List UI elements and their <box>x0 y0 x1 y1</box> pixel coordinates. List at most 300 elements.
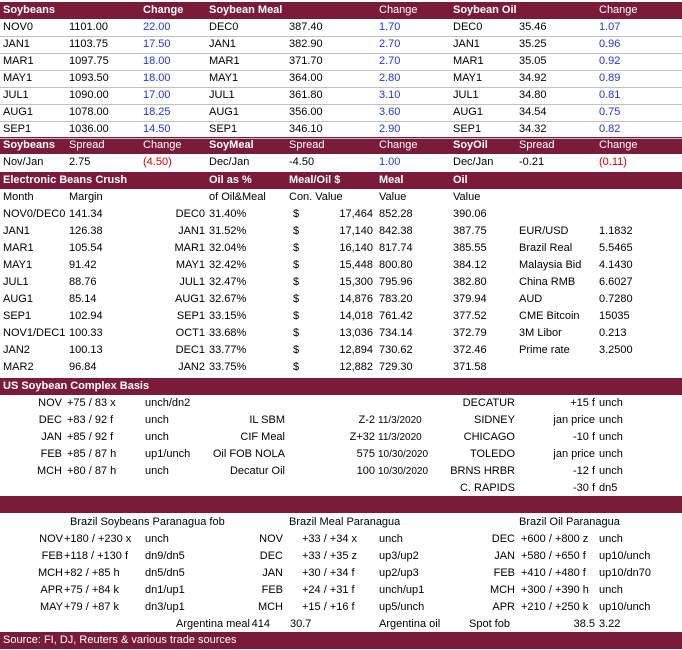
con-value-subheader: Con. Value <box>289 191 343 203</box>
futures-month: DEC0 <box>209 21 239 33</box>
soybeans-header: Soybeans <box>3 4 55 16</box>
crush-con-value: 15,448 <box>339 259 373 271</box>
basis-value: +75 / 83 x <box>67 397 116 409</box>
currency: $ <box>293 361 300 373</box>
crush-oil-pct: 33.68% <box>209 327 247 339</box>
basis-date: 11/3/2020 <box>378 432 422 443</box>
crush-con-value: 15,300 <box>339 276 373 288</box>
basis-location: Oil FOB NOLA <box>212 448 285 460</box>
basis-value: jan price <box>553 448 595 460</box>
futures-price: 1097.75 <box>69 55 109 67</box>
futures-price: 356.00 <box>289 106 323 118</box>
meal-header: Meal <box>379 174 404 186</box>
oil-pct-header: Oil as % <box>209 174 252 186</box>
brazil-oil-value: +410 / +480 f <box>521 567 586 579</box>
crush-con-value: 14,876 <box>339 293 373 305</box>
row-divider <box>0 138 682 139</box>
brazil-meal-value: +24 / +31 f <box>302 584 355 596</box>
brazil-oil-value: +600 / +800 z <box>521 533 589 545</box>
crush-meal-value: 800.80 <box>379 259 413 271</box>
spread-value: -4.50 <box>289 156 315 168</box>
spot-fob-label: Spot fob <box>469 618 510 630</box>
futures-month: DEC0 <box>453 21 483 33</box>
fx-value: 5.5465 <box>599 242 633 254</box>
futures-change: 0.81 <box>599 89 621 101</box>
futures-change: 22.00 <box>143 21 171 33</box>
brazil-meal-change: up3/up2 <box>379 550 419 562</box>
brazil-meal-month: JAN <box>262 567 283 579</box>
currency: $ <box>293 259 300 271</box>
row-divider <box>0 36 682 37</box>
basis-change: unch <box>599 414 623 426</box>
basis-location: TOLEDO <box>469 448 515 460</box>
futures-change: 3.60 <box>379 106 401 118</box>
crush-month2: AUG1 <box>175 293 205 305</box>
brazil-oil-month: FEB <box>493 567 515 579</box>
basis-location: CHICAGO <box>463 431 515 443</box>
basis-value: jan price <box>553 414 595 426</box>
currency: $ <box>293 293 300 305</box>
basis-change: unch/dn2 <box>145 397 191 409</box>
fx-label: 3M Libor <box>519 327 562 339</box>
crush-oil-value: 377.52 <box>453 310 487 322</box>
crush-oil-pct: 33.15% <box>209 310 247 322</box>
futures-month: MAR1 <box>453 55 484 67</box>
brazil-meal-change: unch/up1 <box>379 584 425 596</box>
argentina-meal-label: Argentina meal <box>176 618 250 630</box>
crush-con-value: 17,140 <box>339 225 373 237</box>
brazil-sb-change: dn9/dn5 <box>145 550 185 562</box>
basis-level: 100 <box>356 465 375 477</box>
brazil-meal-title: Brazil Meal Paranagua <box>289 516 401 528</box>
crush-con-value: 16,140 <box>339 242 373 254</box>
crush-oil-pct: 32.67% <box>209 293 247 305</box>
crush-meal-value: 734.14 <box>379 327 413 339</box>
spread-header-label: Spread <box>289 139 325 151</box>
crush-month2: OCT1 <box>175 327 205 339</box>
basis-value: +85 / 87 h <box>67 448 117 460</box>
futures-month: MAR1 <box>3 55 34 67</box>
meal-oil-header: Meal/Oil $ <box>289 174 341 186</box>
futures-price: 34.80 <box>519 89 547 101</box>
futures-month: MAY1 <box>3 72 33 84</box>
futures-header <box>0 2 682 19</box>
crush-title: Electronic Beans Crush <box>3 174 128 186</box>
futures-price: 1101.00 <box>69 21 108 33</box>
spread-soybeans-header: Soybeans <box>3 139 55 151</box>
argentina-oil-label: Argentina oil <box>379 618 441 630</box>
crush-month: JUL1 <box>3 276 29 288</box>
crush-margin: 126.38 <box>69 225 103 237</box>
spread-change: (4.50) <box>143 156 172 168</box>
basis-date: 10/30/2020 <box>378 449 429 460</box>
futures-month: AUG1 <box>3 106 33 118</box>
futures-change: 0.92 <box>599 55 621 67</box>
futures-change: 17.00 <box>143 89 171 101</box>
futures-price: 1036.00 <box>69 123 109 135</box>
futures-month: JAN1 <box>453 38 480 50</box>
futures-price: 1093.50 <box>69 72 109 84</box>
brazil-meal-value: +33 / +35 z <box>302 550 358 562</box>
spread-month: Dec/Jan <box>209 156 250 168</box>
futures-price: 1103.75 <box>69 38 108 50</box>
futures-change: 14.50 <box>143 123 171 135</box>
currency: $ <box>293 310 300 322</box>
crush-month2: MAR1 <box>174 242 205 254</box>
row-divider <box>0 70 682 71</box>
row-divider <box>0 53 682 54</box>
crush-meal-value: 817.74 <box>379 242 413 254</box>
brazil-oil-month: MCH <box>489 584 515 596</box>
brazil-oil-change: unch <box>599 533 623 545</box>
futures-price: 364.00 <box>289 72 323 84</box>
futures-change: 18.00 <box>143 55 171 67</box>
crush-meal-value: 842.38 <box>379 225 413 237</box>
crush-oil-pct: 32.47% <box>209 276 247 288</box>
basis-change: unch <box>145 465 169 477</box>
futures-month: JUL1 <box>209 89 235 101</box>
currency: $ <box>293 327 300 339</box>
basis-value: +15 f <box>570 397 595 409</box>
futures-month: MAY1 <box>209 72 239 84</box>
crush-month2: MAY1 <box>175 259 205 271</box>
basis-date: 10/30/2020 <box>378 466 429 477</box>
soymeal-header: Soybean Meal <box>209 4 283 16</box>
futures-month: SEP1 <box>453 123 482 135</box>
crush-oil-pct: 32.42% <box>209 259 247 271</box>
crush-month: MAY1 <box>3 259 33 271</box>
fx-value: 0.213 <box>599 327 627 339</box>
spread-header-label: Spread <box>69 139 105 151</box>
crush-meal-value: 730.62 <box>379 344 413 356</box>
futures-price: 346.10 <box>289 123 323 135</box>
futures-month: NOV0 <box>3 21 33 33</box>
change-header: Change <box>599 4 638 16</box>
futures-month: JUL1 <box>453 89 479 101</box>
spread-change: 1.00 <box>379 156 401 168</box>
oil-header: Oil <box>453 174 468 186</box>
futures-month: SEP1 <box>209 123 238 135</box>
currency: $ <box>293 225 300 237</box>
basis-value: +83 / 92 f <box>67 414 114 426</box>
futures-price: 371.70 <box>289 55 323 67</box>
futures-month: JAN1 <box>209 38 236 50</box>
oil-meal-subheader: of Oil&Meal <box>209 191 266 203</box>
spread-change-header: Change <box>379 139 418 151</box>
spread-header-label: Spread <box>519 139 555 151</box>
brazil-oil-change: up10/unch <box>599 550 651 562</box>
futures-change: 1.07 <box>599 21 621 33</box>
basis-value: -30 f <box>572 482 595 494</box>
crush-month2: SEP1 <box>176 310 205 322</box>
basis-title: US Soybean Complex Basis <box>3 380 150 392</box>
argentina-meal-value2: 30.7 <box>290 618 312 630</box>
brazil-oil-change: up10/unch <box>599 601 651 613</box>
spread-soymeal-header: SoyMeal <box>209 139 254 151</box>
fx-label: EUR/USD <box>519 225 569 237</box>
brazil-meal-month: FEB <box>261 584 283 596</box>
brazil-meal-month: MCH <box>257 601 283 613</box>
change-header: Change <box>379 4 418 16</box>
spread-soyoil-header: SoyOil <box>453 139 488 151</box>
currency: $ <box>293 208 300 220</box>
margin-subheader: Margin <box>69 191 103 203</box>
oil-value-subheader: Value <box>453 191 481 203</box>
fx-label: China RMB <box>519 276 576 288</box>
basis-level: 575 <box>356 448 375 460</box>
soyoil-header: Soybean Oil <box>453 4 517 16</box>
fx-value: 3.2500 <box>599 344 633 356</box>
basis-month: JAN <box>41 431 62 443</box>
crush-con-value: 14,018 <box>339 310 373 322</box>
fx-value: 1.1832 <box>599 225 633 237</box>
brazil-sb-value: +180 / +230 x <box>64 533 132 545</box>
meal-value-subheader: Value <box>379 191 407 203</box>
crush-margin: 91.42 <box>69 259 97 271</box>
futures-change: 0.82 <box>599 123 621 135</box>
crush-oil-pct: 31.40% <box>209 208 247 220</box>
row-divider <box>0 121 682 122</box>
crush-oil-pct: 33.75% <box>209 361 247 373</box>
brazil-sb-value: +79 / +87 k <box>64 601 120 613</box>
crush-margin: 102.94 <box>69 310 103 322</box>
basis-change: unch <box>599 448 623 460</box>
fx-value: 6.6027 <box>599 276 633 288</box>
futures-price: 35.25 <box>519 38 547 50</box>
basis-change: up1/unch <box>145 448 191 460</box>
basis-value: -12 f <box>572 465 595 477</box>
basis-change: unch <box>145 431 169 443</box>
fx-label: Malaysia Bid <box>519 259 582 271</box>
brazil-meal-value: +33 / +34 x <box>302 533 358 545</box>
futures-change: 0.89 <box>599 72 621 84</box>
basis-change: unch <box>599 431 623 443</box>
currency: $ <box>293 276 300 288</box>
futures-price: 1090.00 <box>69 89 109 101</box>
crush-margin: 100.33 <box>69 327 103 339</box>
brazil-sb-month: NOV <box>39 533 63 545</box>
futures-change: 1.70 <box>379 21 401 33</box>
futures-price: 387.40 <box>289 21 323 33</box>
brazil-sb-value: +118 / +130 f <box>64 550 129 562</box>
basis-level: Z-2 <box>358 414 375 426</box>
crush-oil-pct: 31.52% <box>209 225 247 237</box>
brazil-oil-value: +580 / +650 f <box>521 550 586 562</box>
crush-month: MAR2 <box>3 361 34 373</box>
brazil-soybeans-title: Brazil Soybeans Paranagua fob <box>70 516 225 528</box>
fx-label: Brazil Real <box>519 242 573 254</box>
brazil-sb-month: APR <box>40 584 63 596</box>
fx-label: CME Bitcoin <box>519 310 580 322</box>
crush-meal-value: 729.30 <box>379 361 413 373</box>
spread-month: Dec/Jan <box>453 156 494 168</box>
futures-change: 18.25 <box>143 106 171 118</box>
crush-oil-value: 384.12 <box>453 259 487 271</box>
crush-month2: DEC0 <box>175 208 205 220</box>
crush-con-value: 17,464 <box>339 208 373 220</box>
futures-price: 1078.00 <box>69 106 109 118</box>
basis-month: FEB <box>40 448 62 460</box>
basis-change: unch <box>145 414 169 426</box>
crush-meal-value: 852.28 <box>379 208 413 220</box>
futures-month: JAN1 <box>3 38 30 50</box>
basis-date: 11/3/2020 <box>378 415 422 426</box>
crush-month: SEP1 <box>3 310 32 322</box>
futures-month: AUG1 <box>209 106 239 118</box>
futures-change: 2.70 <box>379 55 401 67</box>
basis-month: DEC <box>38 414 62 426</box>
brazil-oil-change: up10/dn70 <box>599 567 651 579</box>
crush-month: NOV0/DEC0 <box>3 208 66 220</box>
brazil-sb-change: dn5/dn5 <box>145 567 185 579</box>
month-subheader: Month <box>3 191 34 203</box>
futures-price: 34.92 <box>519 72 547 84</box>
basis-value: +85 / 92 f <box>67 431 114 443</box>
crush-month2: DEC1 <box>175 344 205 356</box>
section-divider <box>0 496 682 513</box>
fx-value: 15035 <box>599 310 630 322</box>
brazil-meal-value: +15 / +16 f <box>302 601 355 613</box>
brazil-sb-change: dn3/up1 <box>145 601 185 613</box>
crush-con-value: 12,894 <box>339 344 373 356</box>
brazil-oil-value: +300 / +390 h <box>521 584 589 596</box>
crush-oil-value: 390.06 <box>453 208 487 220</box>
crush-oil-value: 372.46 <box>453 344 487 356</box>
crush-oil-value: 387.75 <box>453 225 487 237</box>
basis-value: -10 f <box>572 431 595 443</box>
futures-change: 2.70 <box>379 38 401 50</box>
futures-price: 382.90 <box>289 38 323 50</box>
futures-price: 361.80 <box>289 89 323 101</box>
brazil-meal-change: up2/up3 <box>379 567 419 579</box>
change-header: Change <box>143 4 184 16</box>
brazil-meal-change: unch <box>379 533 403 545</box>
futures-change: 17.50 <box>143 38 171 50</box>
basis-location: SIDNEY <box>474 414 515 426</box>
crush-margin: 96.84 <box>69 361 97 373</box>
crush-oil-value: 372.79 <box>453 327 487 339</box>
crush-con-value: 12,882 <box>339 361 373 373</box>
crush-oil-value: 379.94 <box>453 293 487 305</box>
spread-change: (0.11) <box>599 156 627 168</box>
futures-price: 35.46 <box>519 21 547 33</box>
futures-change: 3.10 <box>379 89 401 101</box>
futures-change: 0.96 <box>599 38 621 50</box>
crush-margin: 85.14 <box>69 293 97 305</box>
crush-oil-pct: 33.77% <box>209 344 247 356</box>
crush-margin: 141.34 <box>69 208 103 220</box>
basis-location: DECATUR <box>462 397 515 409</box>
row-divider <box>0 87 682 88</box>
brazil-oil-month: JAN <box>494 550 515 562</box>
futures-month: AUG1 <box>453 106 483 118</box>
brazil-oil-title: Brazil Oil Paranagua <box>519 516 620 528</box>
fx-value: 4.1430 <box>599 259 633 271</box>
basis-month: NOV <box>38 397 62 409</box>
crush-meal-value: 761.42 <box>379 310 413 322</box>
brazil-meal-month: NOV <box>259 533 283 545</box>
basis-level: Z+32 <box>349 431 375 443</box>
brazil-meal-value: +30 / +34 f <box>302 567 355 579</box>
brazil-oil-change: unch <box>599 584 623 596</box>
currency: $ <box>293 344 300 356</box>
brazil-meal-change: up5/unch <box>379 601 425 613</box>
basis-location: CIF Meal <box>240 431 285 443</box>
crush-margin: 88.76 <box>69 276 97 288</box>
brazil-sb-month: MCH <box>37 567 63 579</box>
brazil-sb-value: +75 / +84 k <box>64 584 120 596</box>
futures-price: 34.54 <box>519 106 547 118</box>
brazil-sb-value: +82 / +85 h <box>64 567 120 579</box>
basis-location: C. RAPIDS <box>459 482 515 494</box>
crush-oil-pct: 32.04% <box>209 242 247 254</box>
basis-value: +80 / 87 h <box>67 465 117 477</box>
basis-change: unch <box>599 465 623 477</box>
crush-meal-value: 783.20 <box>379 293 413 305</box>
brazil-oil-month: APR <box>492 601 515 613</box>
source-footer: Source: FI, DJ, Reuters & various trade sources <box>3 634 237 646</box>
brazil-oil-month: DEC <box>491 533 515 545</box>
basis-change: unch <box>599 397 623 409</box>
fx-value: 0.7280 <box>599 293 633 305</box>
spread-value: -0.21 <box>519 156 545 168</box>
crush-oil-value: 371.58 <box>453 361 487 373</box>
brazil-sb-change: unch <box>145 533 169 545</box>
spread-value: 2.75 <box>69 156 91 168</box>
argentina-oil-value2: 3.22 <box>599 618 621 630</box>
brazil-sb-change: dn1/up1 <box>145 584 185 596</box>
crush-oil-value: 385.55 <box>453 242 487 254</box>
futures-change: 0.75 <box>599 106 621 118</box>
brazil-sb-month: FEB <box>41 550 63 562</box>
basis-month: MCH <box>36 465 62 477</box>
futures-change: 2.90 <box>379 123 401 135</box>
basis-change: dn5 <box>599 482 618 494</box>
futures-month: MAY1 <box>453 72 483 84</box>
brazil-oil-value: +210 / +250 k <box>521 601 589 613</box>
crush-month: JAN2 <box>3 344 30 356</box>
futures-month: SEP1 <box>3 123 32 135</box>
crush-month2: JAN2 <box>178 361 205 373</box>
futures-change: 18.00 <box>143 72 171 84</box>
brazil-sb-month: MAY <box>39 601 63 613</box>
crush-meal-value: 795.96 <box>379 276 413 288</box>
crush-con-value: 13,036 <box>339 327 373 339</box>
crush-month: AUG1 <box>3 293 33 305</box>
futures-month: MAR1 <box>209 55 240 67</box>
futures-change: 2.80 <box>379 72 401 84</box>
crush-month: MAR1 <box>3 242 34 254</box>
futures-price: 34.32 <box>519 123 547 135</box>
spread-change-header: Change <box>599 139 638 151</box>
crush-margin: 105.54 <box>69 242 103 254</box>
spread-change-header: Change <box>143 139 182 151</box>
fx-label: AUD <box>519 293 543 305</box>
crush-oil-value: 382.80 <box>453 276 487 288</box>
spread-month: Nov/Jan <box>3 156 44 168</box>
fx-label: Prime rate <box>519 344 570 356</box>
crush-month2: JUL1 <box>179 276 205 288</box>
crush-month: NOV1/DEC1 <box>3 327 66 339</box>
row-divider <box>0 104 682 105</box>
currency: $ <box>293 242 300 254</box>
basis-location: BRNS HRBR <box>450 465 515 477</box>
futures-price: 35.05 <box>519 55 547 67</box>
futures-month: JUL1 <box>3 89 29 101</box>
argentina-oil-value: 38.5 <box>573 618 595 630</box>
crush-margin: 100.13 <box>69 344 103 356</box>
argentina-meal-value: 414 <box>251 618 270 630</box>
